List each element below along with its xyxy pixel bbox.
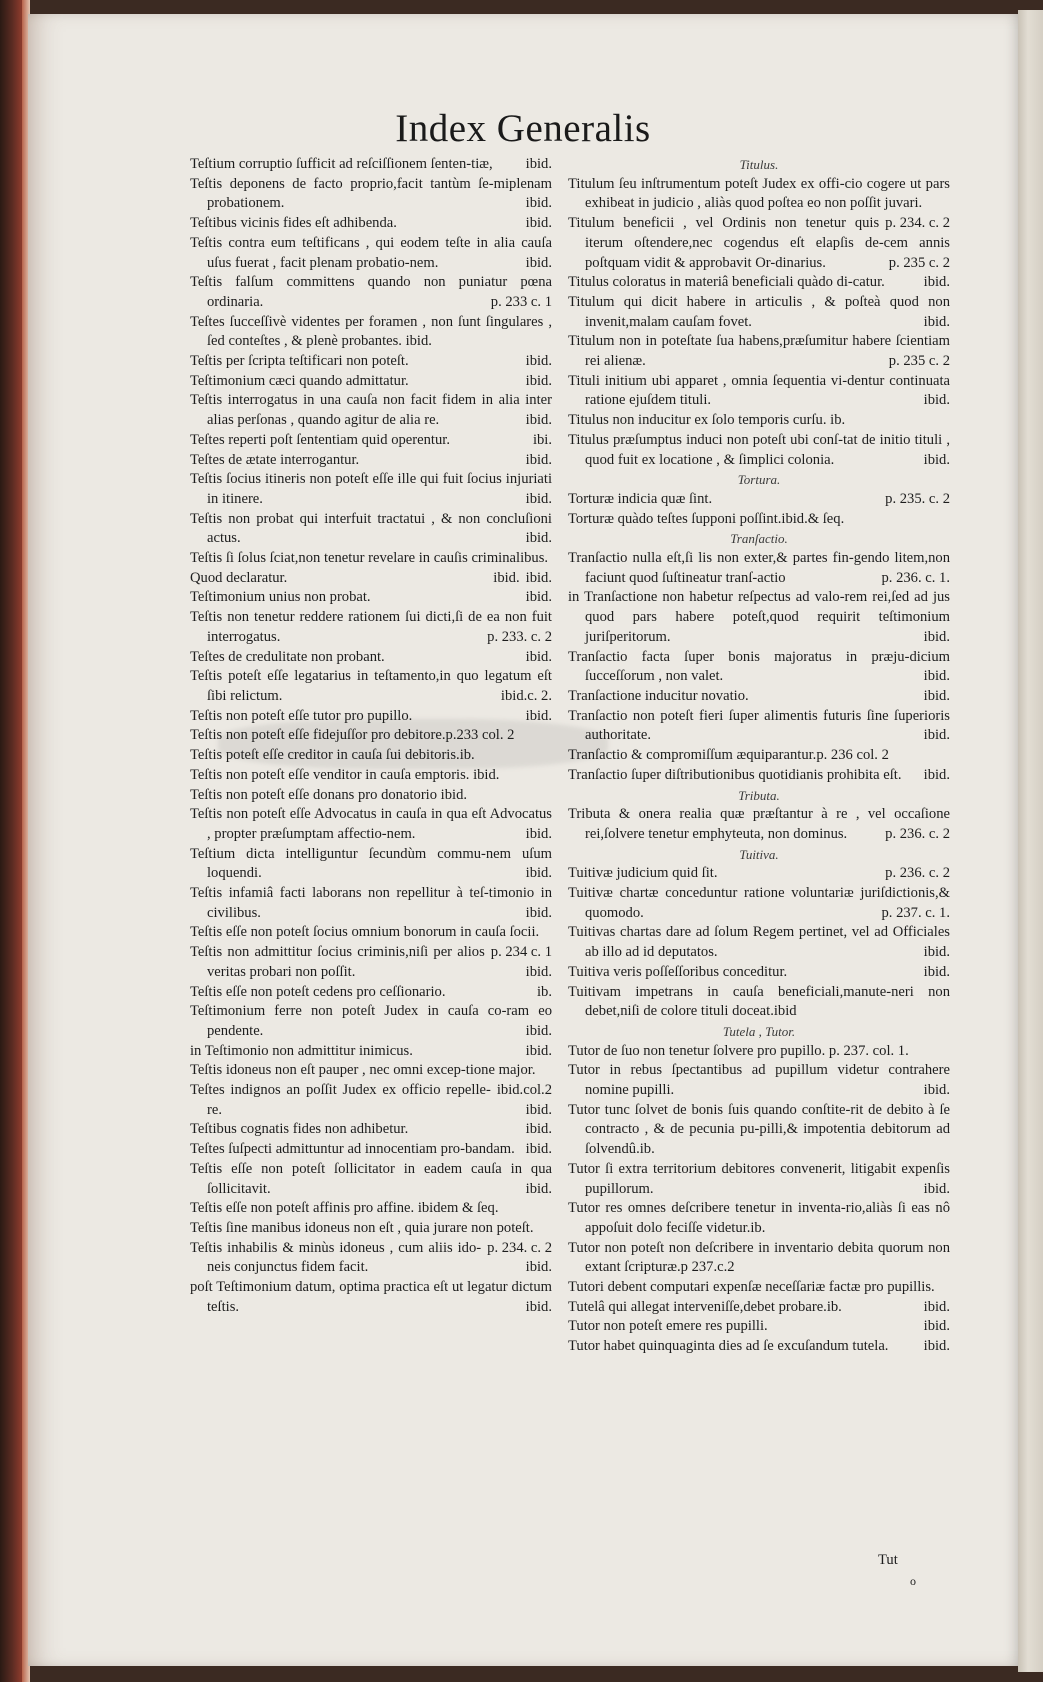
- entry-text: Titulus præſumptus induci non poteſt ubi conſ-tat de initio tituli , quod fuit ex locatione , & ſimplici colonia.: [568, 431, 950, 468]
- entry-text: Tutor ſi extra territorium debitores convenerit, litigabit expenſis pupillorum.: [568, 1160, 950, 1197]
- entry-text: Teſtis poteſt eſſe legatarius in teſtamento,in quo legatum eſt ſibi relictum.: [190, 668, 552, 704]
- index-entry: [568, 332, 950, 371]
- entry-text: Teſtis poteſt eſſe creditor in cauſa ſui debitoris.ib.: [190, 747, 475, 764]
- page-reference: ibid.: [525, 1022, 552, 1039]
- catchword: Tut: [878, 1552, 898, 1568]
- page-reference: p. 234 c. 1: [490, 944, 552, 961]
- page-reference: ib.: [537, 983, 552, 1000]
- page-reference: ibid.: [923, 766, 950, 783]
- page-reference: ibid.: [525, 195, 552, 212]
- entry-text: Teſtis non poteſt eſſe Advocatus in cauſa in qua eſt Advocatus , propter præſumptam affectio-nem.: [190, 806, 552, 842]
- index-entry: [190, 588, 552, 608]
- entry-text: Teſtis ſine manibus idoneus non eſt , quia jurare non poteſt.: [190, 1219, 534, 1236]
- index-entry: [568, 1337, 950, 1357]
- entry-text: Tuitivæ judicium quid ſit.: [568, 865, 718, 882]
- page-reference: p. 236. c. 2: [885, 865, 950, 882]
- adjacent-page-edge: [1018, 10, 1043, 1672]
- entry-text: Teſtis inhabilis & minùs idoneus , cum aliis ido-neis conjunctus fidem facit.: [190, 1239, 482, 1276]
- page-reference: p. 233 c. 1: [490, 293, 552, 310]
- entry-text: Teſtis falſum committens quando non puniatur pœna ordinaria.: [190, 274, 552, 310]
- page-title: Index Generalis: [395, 107, 651, 150]
- page-reference: ibid.: [923, 1082, 950, 1099]
- entry-text: Titulus non inducitur ex ſolo temporis curſu. ib.: [568, 412, 846, 429]
- page-reference: ibid.c. 2.: [500, 687, 552, 704]
- entry-text: Teſtis non admittitur ſocius criminis,niſi per alios veritas probari non poſſit.: [190, 944, 485, 980]
- index-entry: [568, 490, 950, 510]
- entry-text: Teſtes de credulitate non probant.: [190, 648, 385, 665]
- index-entry: [190, 923, 552, 961]
- page-reference: ibid.: [525, 825, 552, 842]
- entry-text: Teſtes reperti poſt ſententiam quid operentur.: [190, 431, 450, 448]
- entry-text: Quod declaratur.: [190, 569, 288, 586]
- index-entry: [568, 549, 950, 588]
- index-entry: [190, 352, 552, 372]
- entry-text: Tranſactione inducitur novatio.: [568, 687, 749, 704]
- index-entry: [568, 864, 950, 884]
- page-reference: ibid.: [525, 215, 552, 232]
- index-entry: [568, 1317, 950, 1337]
- entry-text: Teſtis interrogatus in una cauſa non facit fidem in alia inter alias perſonas , quando agitur de alia re.: [190, 392, 552, 429]
- index-entry: [568, 588, 950, 647]
- entry-text: Titulus coloratus in materiâ beneficiali quàdo di-catur.: [568, 274, 885, 291]
- entry-text: Tranſactio & compromiſſum æquiparantur.p. 236 col. 2: [568, 747, 889, 764]
- entry-text: Teſtes ſucceſſivè videntes per foramen , non ſunt ſingulares , ſed conteſtes , & plenè probantes. ibid.: [190, 313, 552, 350]
- entry-text: Teſtis ſi ſolus ſciat,non tenetur revelare in cauſis criminalibus.: [190, 550, 549, 567]
- entry-text: Tributa & onera realia quæ præſtantur à re , vel occaſione rei,ſolvere tenetur emphyteuta, non dominus.: [568, 806, 950, 842]
- index-entry: [568, 1199, 950, 1238]
- index-entry: [190, 786, 552, 806]
- index-entry: [568, 510, 950, 530]
- page-reference: ibid.: [525, 865, 552, 882]
- page-reference: ibid.: [525, 963, 552, 980]
- index-entry: [568, 805, 950, 844]
- index-entry: [190, 234, 552, 273]
- page-reference: ibid.: [923, 727, 950, 744]
- index-entry: [190, 608, 552, 647]
- entry-text: Titulum non in poteſtate ſua habens,præſumitur habere ſcientiam rei alienæ.: [568, 333, 950, 370]
- page-reference: p. 235 c. 2: [888, 254, 950, 271]
- entry-text: Titulum qui dicit habere in articulis , & poſteà quod non invenit,malam cauſam fovet.: [568, 293, 950, 330]
- index-entry: [568, 273, 950, 293]
- index-entry: [568, 411, 950, 431]
- index-entry: [568, 293, 950, 332]
- page-reference: ibid.col.2: [496, 1082, 552, 1099]
- page-reference: p. 234. c. 2: [885, 215, 950, 232]
- page-reference: ibid.: [525, 589, 552, 606]
- page-reference: ibid.: [923, 1180, 950, 1197]
- entry-text: Teſtis contra eum teſtificans , qui eodem teſte in alia cauſa uſus fuerat , facit plenam probatio-nem.: [190, 234, 552, 271]
- index-entry: [190, 313, 552, 352]
- index-entry: [190, 726, 552, 746]
- page-reference: ibid.: [525, 451, 552, 468]
- entry-text: Tuitivas chartas dare ad ſolum Regem pertinet, vel ad Officiales ab illo ad id deputatos.: [568, 924, 950, 961]
- index-entry: [568, 1061, 950, 1100]
- entry-text: Tutelâ qui allegat interveniſſe,debet probare.ib.: [568, 1298, 842, 1315]
- entry-text: Teſtis non poteſt eſſe fidejuſſor pro debitore.p.233 col. 2: [190, 727, 515, 744]
- entry-text: Tutor non poteſt emere res pupilli.: [568, 1318, 768, 1335]
- page-reference: ibid.: [525, 412, 552, 429]
- page-reference: ibid.: [923, 963, 950, 980]
- entry-text: Tutor tunc ſolvet de bonis ſuis quando conſtite-rit de debito à ſe contracto , & de pecunia pu-pilli,& impotentia debitorum ad ſolvendû.ib.: [568, 1101, 950, 1158]
- entry-text: Teſtis non poteſt eſſe venditor in cauſa emptoris. ibid.: [190, 766, 500, 783]
- index-entry: [190, 391, 552, 430]
- index-entry: [568, 372, 950, 411]
- page-reference: ibid.: [525, 372, 552, 389]
- index-entry: [568, 963, 950, 983]
- entry-text: Teſtium corruptio ſufficit ad reſciſſionem ſenten-tiæ,: [190, 156, 493, 172]
- entry-text: Teſtis non poteſt eſſe donans pro donatorio ibid.: [190, 786, 468, 803]
- entry-text: Tuitiva veris poſſeſſoribus conceditur.: [568, 963, 788, 980]
- page-reference: ibi.: [532, 431, 552, 448]
- page-reference: ibid.: [525, 353, 552, 370]
- entry-text: Teſtimonium ferre non poteſt Judex in cauſa co-ram eo pendente.: [190, 1003, 552, 1039]
- section-heading: Tutela , Tutor.: [722, 1023, 796, 1039]
- index-entry: [190, 273, 552, 312]
- entry-text: Tranſactio facta ſuper bonis majoratus in præju-dicium ſucceſſorum , non valet.: [568, 648, 950, 685]
- index-entry: [190, 155, 552, 175]
- index-entry: [568, 1160, 950, 1199]
- index-entry: [190, 1002, 552, 1041]
- index-entry: [568, 884, 950, 923]
- entry-text: Teſtes indignos an poſſit Judex ex officio repelle-re.: [190, 1082, 491, 1118]
- index-entry: [190, 1061, 552, 1099]
- index-entry: [190, 470, 552, 509]
- page-reference: ibid.: [923, 274, 950, 291]
- entry-text: Tutori debent computari expenſæ neceſſariæ factæ pro pupillis.: [568, 1279, 935, 1296]
- index-entry: [190, 569, 552, 589]
- page-reference: ibid.: [525, 1042, 552, 1059]
- index-entry: [190, 648, 552, 668]
- page-reference: p. 234. c. 2: [487, 1239, 552, 1256]
- entry-text: Teſtis deponens de facto proprio,facit tantùm ſe-miplenam probationem.: [190, 175, 552, 212]
- section-heading: Tributa.: [738, 787, 780, 803]
- section-heading: Titulus.: [739, 157, 779, 172]
- page-reference: ibid.: [493, 569, 520, 586]
- page-reference: ibid.: [923, 944, 950, 961]
- index-entry: [190, 805, 552, 844]
- page-reference: p. 235 c. 2: [888, 353, 950, 370]
- entry-text: in Tranſactione non habetur reſpectus ad valo-rem rei,ſed ad jus quod pars habere poteſt,quod requirit teſtimonium juriſperitorum.: [568, 589, 950, 645]
- index-entry: [190, 1160, 552, 1199]
- entry-text: Tutor res omnes deſcribere tenetur in inventa-rio,aliàs ſi eas nô appoſuit dolo feciſſe videtur.ib.: [568, 1200, 950, 1236]
- page-reference: ibid.: [525, 648, 552, 665]
- page-reference: ibid.: [923, 668, 950, 685]
- page-reference: ibid.: [525, 707, 552, 724]
- page-reference: p. 236. c. 2: [885, 825, 950, 842]
- page-reference: p. 235. c. 2: [885, 490, 950, 507]
- entry-text: Tuitivam impetrans in cauſa beneficiali,manute-neri non debet,niſi de colore tituli doceat.ibid: [568, 983, 950, 1020]
- index-entry: [190, 451, 552, 471]
- index-entry: [568, 1239, 950, 1278]
- page-reference: p. 237. c. 1.: [881, 904, 950, 921]
- entry-text: Tranſactio ſuper diſtributionibus quotidianis prohibita eſt.: [568, 766, 902, 783]
- page-reference: ibid.: [525, 530, 552, 547]
- entry-text: Teſtis non tenetur reddere rationem ſui dicti,ſi de ea non fuit interrogatus.: [190, 609, 552, 645]
- index-entry: [568, 746, 950, 766]
- entry-text: Tituli initium ubi apparet , omnia ſequentia vi-dentur continuata ratione ejuſdem tituli.: [568, 372, 950, 409]
- entry-text: Teſtis non poteſt eſſe tutor pro pupillo.: [190, 707, 413, 724]
- index-entry: [568, 687, 950, 707]
- index-entry: [190, 707, 552, 727]
- page-reference: ibid.: [525, 1101, 552, 1118]
- index-entry: [190, 1278, 552, 1317]
- index-entry: [190, 1140, 552, 1160]
- section-heading: Tuitiva.: [739, 846, 779, 862]
- signature-mark: o: [910, 1574, 916, 1588]
- page-reference: ibid.: [525, 569, 552, 586]
- index-entry: [190, 214, 552, 234]
- index-entry: [190, 1219, 552, 1256]
- index-entry: [568, 175, 950, 232]
- entry-text: Tranſactio nulla eſt,ſi lis non exter,& partes fin-gendo litem,non faciunt quod ſuſtineatur tranſ-actio: [568, 550, 950, 586]
- page-reference: p. 233. c. 2: [487, 628, 552, 645]
- entry-text: Teſtibus vicinis fides eſt adhibenda.: [190, 215, 397, 232]
- entry-text: Teſtis eſſe non poteſt affinis pro affine. ibidem & ſeq.: [190, 1200, 499, 1217]
- index-entry: [190, 667, 552, 706]
- entry-text: Tuitivæ chartæ conceduntur ratione voluntariæ juriſdictionis,& quomodo.: [568, 885, 950, 921]
- entry-text: Teſtimonium unius non probat.: [190, 589, 371, 606]
- entry-text: Titulum beneficii , vel Ordinis non tenetur quis iterum oſtendere,nec cogendus eſt elapſis de-cem annis poſtquam vidit & approbavit Or-dinarius.: [568, 215, 950, 271]
- index-entry: [568, 1042, 950, 1062]
- entry-text: Tranſactio non poteſt fieri ſuper alimentis futuris ſine ſuperioris authoritate.: [568, 707, 950, 744]
- index-entry: [568, 923, 950, 962]
- index-entry: [568, 707, 950, 746]
- entry-text: Teſtimonium cæci quando admittatur.: [190, 372, 409, 389]
- entry-text: Teſtis eſſe non poteſt cedens pro ceſſionario.: [190, 983, 446, 1000]
- index-entry: [190, 1199, 552, 1219]
- index-entry: [568, 431, 950, 470]
- index-entry: [190, 510, 552, 549]
- entry-text: Tutor in rebus ſpectantibus ad pupillum videtur contrahere nomine pupilli.: [568, 1062, 950, 1099]
- page-reference: ibid.: [525, 1180, 552, 1197]
- index-entry: [190, 372, 552, 392]
- page-reference: ibid.: [525, 490, 552, 507]
- entry-text: Teſtis per ſcripta teſtificari non poteſt.: [190, 353, 409, 370]
- page-reference: ibid.: [923, 1298, 950, 1315]
- entry-text: Teſtis non probat qui interfuit tractatui , & non concluſioni actus.: [190, 510, 552, 547]
- index-entry: [190, 1042, 552, 1062]
- entry-text: Teſtis eſſe non poteſt ſocius omnium bonorum in cauſa ſocii.: [190, 924, 540, 941]
- page-reference: ibid.: [923, 628, 950, 645]
- right-index-column: [568, 155, 950, 1357]
- page-reference: ibid.: [923, 687, 950, 704]
- entry-text: Torturæ indicia quæ ſint.: [568, 490, 713, 507]
- page-reference: ibid.: [923, 1338, 950, 1355]
- index-entry: [190, 431, 552, 451]
- page-reference: ibid.: [525, 904, 552, 921]
- entry-text: Teſtis idoneus non eſt pauper , nec omni excep-tione major.: [190, 1062, 536, 1079]
- page-reference: ibid.: [525, 1141, 552, 1158]
- index-entry: [568, 648, 950, 687]
- index-entry: [190, 746, 552, 766]
- entry-text: Tutor non poteſt non deſcribere in inventario debita quorum non extant ſcripturæ.p 237.c.2: [568, 1239, 950, 1276]
- index-entry: [190, 845, 552, 884]
- entry-text: in Teſtimonio non admittitur inimicus.: [190, 1042, 413, 1059]
- page-reference: p. 236. c. 1.: [881, 569, 950, 586]
- entry-text: poſt Teſtimonium datum, optima practica eſt ut legatur dictum teſtis.: [190, 1279, 552, 1315]
- entry-text: Titulum ſeu inſtrumentum poteſt Judex ex offi-cio cogere ut pars exhibeat in judicio , aliàs quod poſtea eo non poſſit juvari.: [568, 175, 950, 212]
- page-reference: ibid.: [525, 156, 552, 172]
- index-entry: [190, 1120, 552, 1140]
- page-reference: ibid.: [525, 254, 552, 271]
- index-entry: [190, 884, 552, 923]
- section-heading: Tortura.: [737, 472, 781, 488]
- index-entry: [568, 1101, 950, 1160]
- index-entry: [190, 983, 552, 1003]
- entry-text: Teſtis infamiâ facti laborans non repellitur à teſ-timonio in civilibus.: [190, 885, 552, 921]
- entry-text: Teſtibus cognatis fides non adhibetur.: [190, 1121, 409, 1138]
- index-entry: [568, 983, 950, 1022]
- page-reference: ibid.: [923, 313, 950, 330]
- entry-text: Tutor de ſuo non tenetur ſolvere pro pupillo. p. 237. col. 1.: [568, 1042, 909, 1059]
- page-reference: ibid.: [525, 1121, 552, 1138]
- left-index-column: [190, 155, 552, 1317]
- index-entry: [190, 175, 552, 214]
- entry-text: Teſtium dicta intelliguntur ſecundùm commu-nem uſum loquendi.: [190, 845, 552, 882]
- entry-text: Tutor habet quinquaginta dies ad ſe excuſandum tutela.: [568, 1338, 889, 1355]
- entry-text: Teſtis ſocius itineris non poteſt eſſe ille qui fuit ſocius injuriati in itinere.: [190, 471, 552, 507]
- entry-text: Teſtis eſſe non poteſt ſollicitator in eadem cauſa in qua ſollicitavit.: [190, 1160, 552, 1197]
- page-reference: ibid.: [923, 392, 950, 409]
- index-entry: [190, 766, 552, 786]
- page-reference: ibid.: [923, 451, 950, 468]
- entry-text: Teſtes ſuſpecti admittuntur ad innocentiam pro-bandam.: [190, 1141, 515, 1158]
- section-heading: Tranſactio.: [730, 531, 788, 547]
- index-entry: [568, 766, 950, 786]
- index-entry: [568, 1298, 950, 1318]
- entry-text: Teſtes de ætate interrogantur.: [190, 451, 360, 468]
- page-reference: ibid.: [525, 1259, 552, 1276]
- entry-text: Torturæ quàdo teſtes ſupponi poſſint.ibid.& ſeq.: [568, 510, 845, 527]
- page-reference: ibid.: [923, 1318, 950, 1335]
- page-reference: ibid.: [525, 1298, 552, 1315]
